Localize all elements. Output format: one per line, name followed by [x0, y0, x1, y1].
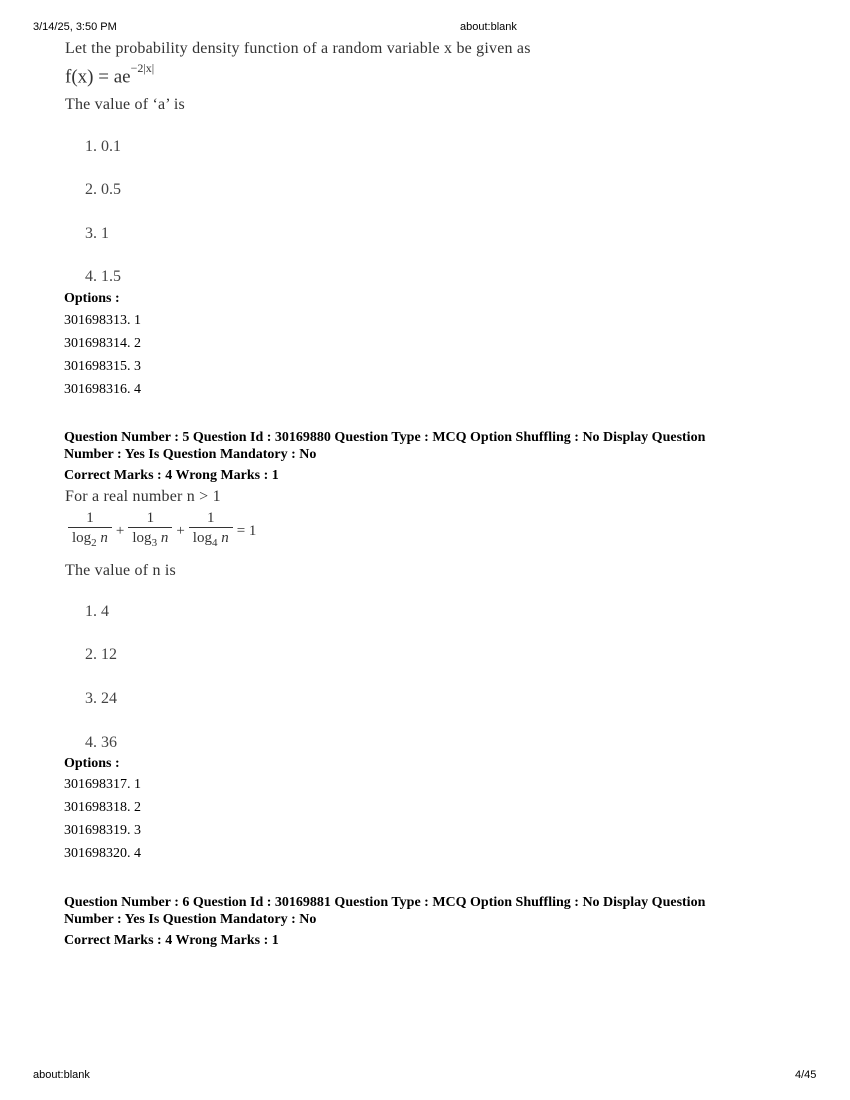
q5-choice-3: 3. 24: [85, 690, 117, 707]
q4-option-id-3: 301698315. 3: [64, 359, 141, 374]
q5-fraction-1: $\frac{1}{\log_2 n}$: [68, 510, 112, 552]
q6-meta: [64, 894, 705, 928]
q5-meta: [64, 429, 705, 463]
q5-choice-1: 1. 4: [85, 603, 109, 620]
q4-choice-4: 4. 1.5: [85, 268, 121, 285]
q5-meta-line1: Question Number : 5 Question Id : 30169880 Question Type : MCQ Option Shuffling : No Display Question: [64, 430, 706, 445]
q5-meta-line2: Number : Yes Is Question Mandatory : No: [64, 447, 317, 462]
q5-option-id-1: 301698317. 1: [64, 777, 141, 792]
q6-meta-line2: Number : Yes Is Question Mandatory : No: [64, 912, 317, 927]
q4-formula-exponent: −2|x|: [130, 61, 155, 75]
q4-option-id-1: 301698313. 1: [64, 313, 141, 328]
q4-prompt: The value of ‘a’ is: [65, 96, 185, 113]
q4-intro: Let the probability density function of a random variable x be given as: [65, 40, 531, 57]
q5-equals: = 1: [236, 522, 257, 539]
q4-choice-2: 2. 0.5: [85, 181, 121, 198]
q4-choice-3: 3. 1: [85, 225, 109, 242]
q6-marks: Correct Marks : 4 Wrong Marks : 1: [64, 933, 279, 948]
q4-formula-base: f(x) = ae: [65, 66, 131, 88]
q5-fraction-3: $\frac{1}{\log_4 n}$: [189, 510, 233, 552]
print-page-number: 4/45: [795, 1069, 817, 1081]
print-datetime: 3/14/25, 3:50 PM: [33, 21, 117, 33]
q4-options-label: Options :: [64, 291, 120, 306]
q4-option-id-2: 301698314. 2: [64, 336, 141, 351]
q5-prompt: The value of n is: [65, 562, 176, 579]
print-title: about:blank: [460, 21, 517, 33]
q5-option-id-2: 301698318. 2: [64, 800, 141, 815]
q5-choice-2: 2. 12: [85, 646, 117, 663]
q5-fraction-2: $\frac{1}{\log_3 n}$: [128, 510, 172, 552]
q5-choice-4: 4. 36: [85, 734, 117, 751]
q5-option-id-3: 301698319. 3: [64, 823, 141, 838]
q5-equation: $\frac{1}{\log_2 n}$ + $\frac{1}{\log_3 n}$ + $\frac{1}{\log_4 n}$ = 1: [66, 510, 258, 552]
q5-options-label: Options :: [64, 756, 120, 771]
q4-choice-1: 1. 0.1: [85, 138, 121, 155]
q5-option-id-4: 301698320. 4: [64, 846, 141, 861]
q4-option-id-4: 301698316. 4: [64, 382, 141, 397]
q4-formula: [65, 61, 155, 88]
q6-meta-line1: Question Number : 6 Question Id : 30169881 Question Type : MCQ Option Shuffling : No Display Question: [64, 895, 706, 910]
q5-marks: Correct Marks : 4 Wrong Marks : 1: [64, 468, 279, 483]
q5-intro: For a real number n > 1: [65, 488, 221, 505]
print-url: about:blank: [33, 1069, 90, 1081]
